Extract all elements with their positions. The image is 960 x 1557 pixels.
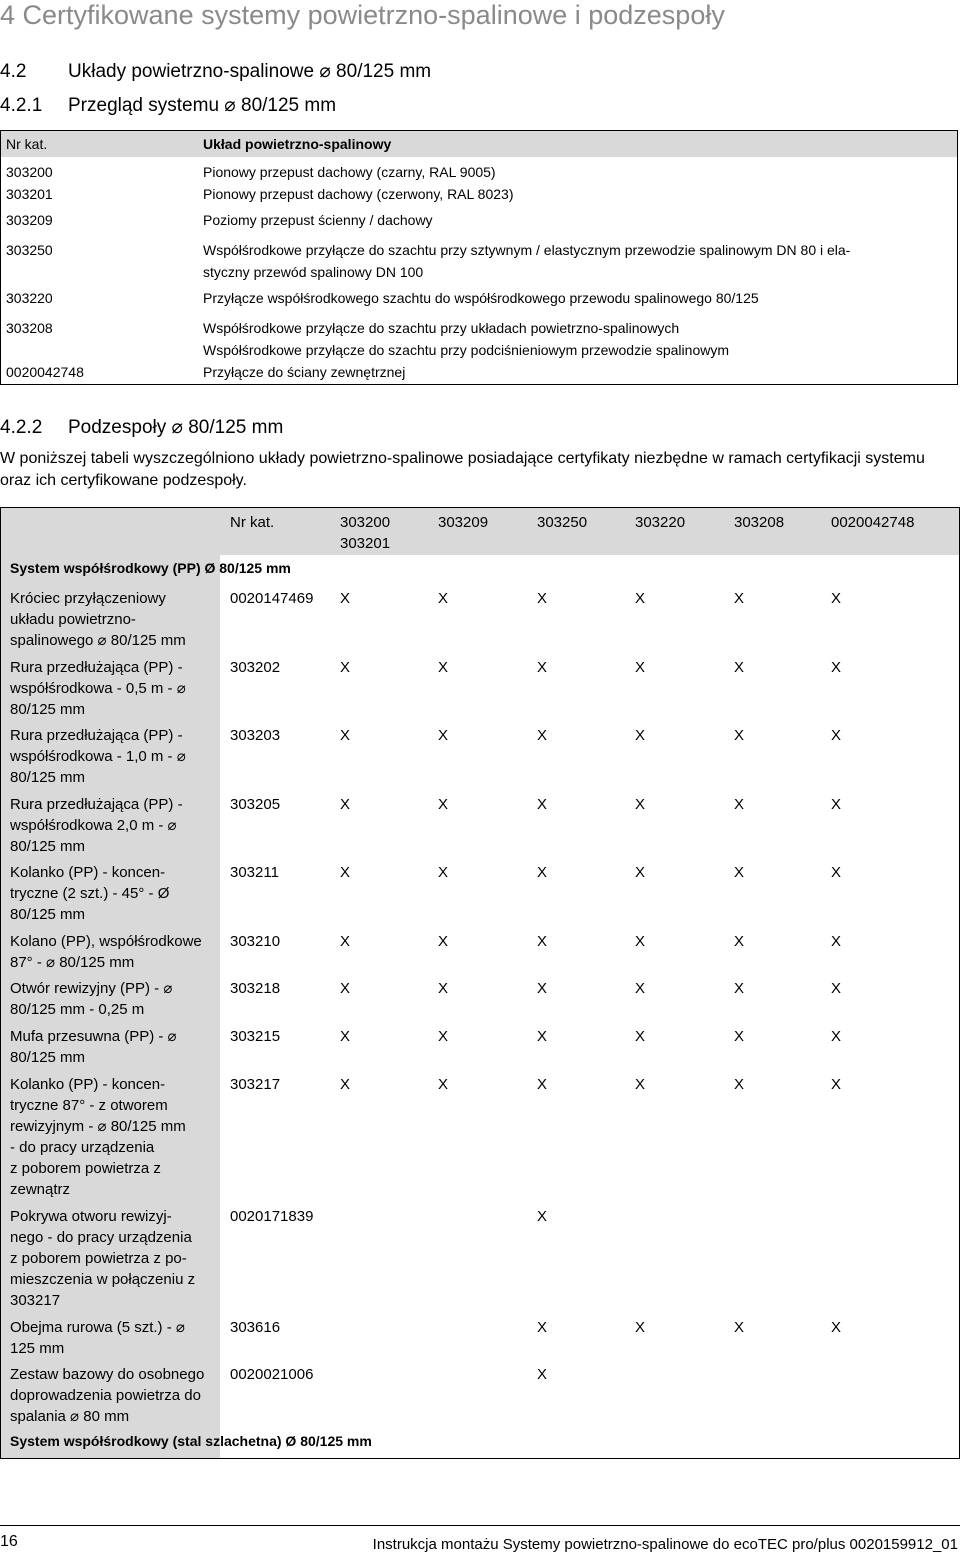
compatibility-mark: X [734, 1076, 745, 1093]
compatibility-mark: X [734, 980, 745, 997]
section-heading-4-2-2 [0, 416, 283, 439]
compatibility-mark: X [537, 933, 548, 950]
compatibility-mark: X [438, 864, 449, 881]
compatibility-mark: X [635, 659, 646, 676]
compatibility-mark: X [635, 864, 646, 881]
compatibility-mark: X [438, 933, 449, 950]
overview-cat-number: 0020042748 [6, 364, 84, 380]
overview-cat-number: 303208 [6, 320, 53, 336]
component-cat-number: 303203 [230, 727, 281, 744]
compatibility-mark: X [635, 727, 646, 744]
overview-description: Poziomy przepust ścienny / dachowy [203, 212, 433, 228]
overview-row [1, 283, 958, 313]
compatibility-mark: X [438, 796, 449, 813]
compatibility-mark: X [734, 864, 745, 881]
section-number: 4.2.2 [0, 417, 43, 438]
component-cat-number: 0020147469 [230, 590, 314, 607]
chapter-title: 4 Certyfikowane systemy powietrzno-spalinowe i podzespoły [0, 0, 725, 30]
component-cat-number: 303211 [230, 864, 279, 881]
compatibility-mark: X [537, 1319, 548, 1336]
compatibility-mark: X [537, 659, 548, 676]
component-name: Rura przedłużająca (PP) - współśrodkowa - 1,0 m - ⌀ 80/125 mm [10, 727, 186, 786]
section-heading-4-2 [0, 60, 431, 83]
compatibility-mark: X [340, 980, 351, 997]
overview-row [1, 209, 958, 235]
overview-cat-number: 303200 303201 [6, 164, 53, 202]
component-cat-number: 303205 [230, 796, 281, 813]
component-cat-number: 0020021006 [230, 1366, 314, 1383]
component-header-system: 303250 [537, 514, 588, 531]
footer-doc-title: Instrukcja montażu Systemy powietrzno-spalinowe do ecoTEC pro/plus 0020159912_01 [372, 1536, 958, 1553]
compatibility-mark: X [340, 727, 351, 744]
component-cat-number: 303616 [230, 1319, 281, 1336]
compatibility-mark: X [438, 659, 449, 676]
compatibility-mark: X [635, 1319, 646, 1336]
compatibility-mark: X [438, 1076, 449, 1093]
compatibility-mark: X [537, 864, 548, 881]
compatibility-mark: X [635, 1076, 646, 1093]
compatibility-mark: X [635, 590, 646, 607]
compatibility-mark: X [831, 590, 842, 607]
compatibility-mark: X [831, 864, 842, 881]
component-name: Rura przedłużająca (PP) - współśrodkowa - 0,5 m - ⌀ 80/125 mm [10, 659, 186, 718]
compatibility-mark: X [340, 1028, 351, 1045]
compatibility-mark: X [734, 796, 745, 813]
component-cat-number: 303218 [230, 980, 281, 997]
component-name: Pokrywa otworu rewizyj- nego - do pracy urządzenia z poborem powietrza z po- mieszczenia w połączeniu z 303217 [10, 1208, 196, 1309]
compatibility-mark: X [831, 1076, 842, 1093]
section-title: Podzespoły ⌀ 80/125 mm [68, 417, 284, 438]
compatibility-mark: X [831, 933, 842, 950]
component-header-system: 303220 [635, 514, 686, 531]
component-header-system: 303208 [734, 514, 785, 531]
component-cat-number: 303217 [230, 1076, 281, 1093]
overview-table-body [1, 157, 958, 385]
compatibility-mark: X [831, 1028, 842, 1045]
compatibility-mark: X [831, 796, 842, 813]
compatibility-mark: X [340, 864, 351, 881]
component-name: Otwór rewizyjny (PP) - ⌀ 80/125 mm - 0,25 m [10, 980, 173, 1018]
overview-row [1, 313, 958, 361]
component-header-system: 303209 [438, 514, 489, 531]
overview-header-system: Układ powietrzno-spalinowy [197, 131, 958, 158]
overview-description: Przyłącze do ściany zewnętrznej [203, 364, 406, 380]
compatibility-mark: X [734, 1319, 745, 1336]
compatibility-mark: X [537, 1208, 548, 1225]
overview-header-cat: Nr kat. [1, 131, 198, 158]
component-name: Rura przedłużająca (PP) - współśrodkowa 2,0 m - ⌀ 80/125 mm [10, 796, 183, 855]
overview-header-row [1, 131, 958, 158]
component-name: Króciec przyłączeniowy układu powietrzno- spalinowego ⌀ 80/125 mm [10, 590, 186, 649]
compatibility-mark: X [831, 1319, 842, 1336]
compatibility-mark: X [635, 796, 646, 813]
component-data-area-bg [220, 508, 959, 1458]
component-name: Kolano (PP), współśrodkowe 87° - ⌀ 80/125 mm [10, 933, 202, 971]
section-heading-4-2-1 [0, 94, 336, 117]
compatibility-mark: X [438, 727, 449, 744]
compatibility-mark: X [537, 590, 548, 607]
section-title: Przegląd systemu ⌀ 80/125 mm [68, 95, 337, 116]
section-number: 4.2.1 [0, 95, 43, 116]
compatibility-mark: X [340, 1076, 351, 1093]
overview-cat-number: 303250 [6, 242, 53, 258]
component-table [0, 507, 960, 1459]
compatibility-mark: X [635, 1028, 646, 1045]
compatibility-mark: X [734, 727, 745, 744]
overview-row [1, 157, 958, 209]
overview-cat-number: 303220 [6, 290, 53, 306]
overview-description: Pionowy przepust dachowy (czarny, RAL 9005) Pionowy przepust dachowy (czerwony, RAL 8023) [203, 164, 514, 202]
compatibility-mark: X [734, 659, 745, 676]
overview-cat-number: 303209 [6, 212, 53, 228]
compatibility-mark: X [537, 727, 548, 744]
compatibility-mark: X [635, 980, 646, 997]
component-name: Obejma rurowa (5 szt.) - ⌀ 125 mm [10, 1319, 185, 1357]
compatibility-mark: X [831, 727, 842, 744]
page-number: 16 [0, 1533, 18, 1550]
compatibility-mark: X [537, 1028, 548, 1045]
compatibility-mark: X [635, 933, 646, 950]
compatibility-mark: X [831, 659, 842, 676]
compatibility-mark: X [340, 796, 351, 813]
compatibility-mark: X [438, 1028, 449, 1045]
footer-divider [0, 1525, 960, 1526]
component-cat-number: 303202 [230, 659, 281, 676]
component-name: Kolanko (PP) - koncen- tryczne 87° - z otworem rewizyjnym - ⌀ 80/125 mm - do pracy urządzenia z poborem powietrza z zewnątrz [10, 1076, 186, 1198]
component-cat-number: 303215 [230, 1028, 281, 1045]
compatibility-mark: X [438, 590, 449, 607]
component-name: Kolanko (PP) - koncen- tryczne (2 szt.) - 45° - Ø 80/125 mm [10, 864, 170, 923]
overview-row [1, 361, 958, 385]
component-cat-number: 0020171839 [230, 1208, 314, 1225]
overview-table [0, 130, 958, 385]
section-title: Układy powietrzno-spalinowe ⌀ 80/125 mm [68, 61, 432, 82]
compatibility-mark: X [340, 933, 351, 950]
overview-description: Współśrodkowe przyłącze do szachtu przy sztywnym / elastycznym przewodzie spalinowym DN 80 i ela- styczny przewód spalinowy DN 100 [203, 242, 851, 280]
compatibility-mark: X [537, 1366, 548, 1383]
compatibility-mark: X [438, 980, 449, 997]
component-header-system: 303200 303201 [340, 514, 391, 552]
component-name: Mufa przesuwna (PP) - ⌀ 80/125 mm [10, 1028, 177, 1066]
component-header-cat: Nr kat. [230, 514, 275, 531]
section-row-pp: System współśrodkowy (PP) Ø 80/125 mm [10, 560, 291, 576]
compatibility-mark: X [831, 980, 842, 997]
component-header-system: 0020042748 [831, 514, 915, 531]
component-name: Zestaw bazowy do osobnego doprowadzenia powietrza do spalania ⌀ 80 mm [10, 1366, 205, 1425]
compatibility-mark: X [537, 980, 548, 997]
compatibility-mark: X [340, 590, 351, 607]
compatibility-mark: X [734, 590, 745, 607]
compatibility-mark: X [340, 659, 351, 676]
component-cat-number: 303210 [230, 933, 281, 950]
section-number: 4.2 [0, 61, 27, 82]
overview-description: Współśrodkowe przyłącze do szachtu przy układach powietrzno-spalinowych Współśrodkowe przyłącze do szachtu przy podciśnieniowym przewodzie spalinowym [203, 320, 729, 358]
intro-text: W poniższej tabeli wyszczególniono układy powietrzno-spalinowe posiadające certyfikaty niezbędne w ramach certyfikacji systemu oraz ich certyfikowane podzespoły. [0, 450, 925, 489]
compatibility-mark: X [734, 1028, 745, 1045]
overview-row [1, 235, 958, 283]
section-row-steel: System współśrodkowy (stal szlachetna) Ø 80/125 mm [10, 1433, 372, 1449]
compatibility-mark: X [537, 796, 548, 813]
compatibility-mark: X [734, 933, 745, 950]
overview-description: Przyłącze współśrodkowego szachtu do współśrodkowego przewodu spalinowego 80/125 [203, 290, 759, 306]
compatibility-mark: X [537, 1076, 548, 1093]
